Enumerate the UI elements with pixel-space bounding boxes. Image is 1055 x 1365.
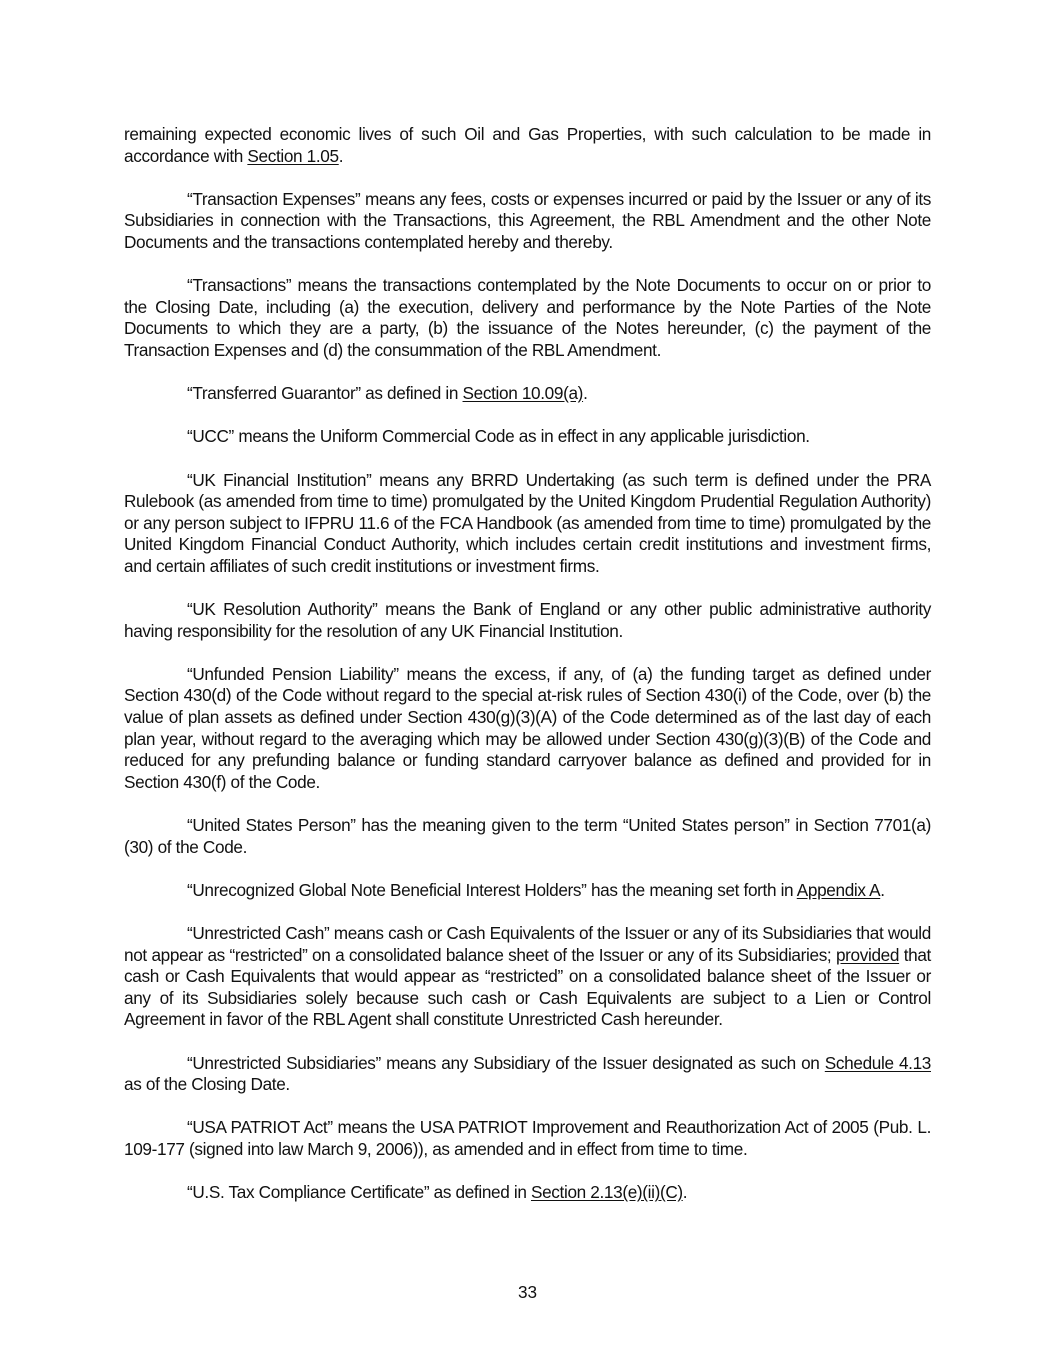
text-run: “Transferred Guarantor” as defined in xyxy=(187,383,463,404)
definition-usa-patriot-act xyxy=(124,1117,931,1160)
text-run: “United States Person” has the meaning given to the term “United States person” in Section 7701(a)(30) of the Code. xyxy=(124,815,931,857)
text-run: “Unfunded Pension Liability” means the excess, if any, of (a) the funding target as defined under Section 430(d) of the Code without regard to the special at-risk rules of Section 430(i) of the Code, over (b) the value of plan assets as defined under Section 430(g)(3)(A) of the Code determined as of the last day of each plan year, without regard to the averaging which may be allowed under Section 430(g)(3)(B) of the Code and reduced for any prefunding balance or funding standard carryover balance as defined and provided for in Section 430(f) of the Code. xyxy=(124,663,931,792)
definition-transferred-guarantor xyxy=(124,383,931,405)
definition-united-states-person xyxy=(124,815,931,858)
definition-transactions xyxy=(124,275,931,361)
text-run: “USA PATRIOT Act” means the USA PATRIOT Improvement and Reauthorization Act of 2005 (Pub. L. 109-177 (signed into law March 9, 2006)), as amended and in effect from time to time. xyxy=(124,1117,931,1159)
definition-transaction-expenses xyxy=(124,189,931,254)
text-run: “Unrestricted Subsidiaries” means any Subsidiary of the Issuer designated as such on xyxy=(187,1052,825,1073)
text-run: . xyxy=(880,879,885,900)
text-run: that cash or Cash Equivalents that would appear as “restricted” on a consolidated balance sheet of the Issuer or any of its Subsidiaries solely because such cash or Cash Equivalents are subject to a Lien or Control Agreement in favor of the RBL Agent shall constitute Unrestricted Cash hereunder. xyxy=(124,944,931,1030)
text-run: “Unrecognized Global Note Beneficial Interest Holders” has the meaning set forth in xyxy=(187,879,797,900)
definition-unrestricted-subsidiaries xyxy=(124,1053,931,1096)
text-run: “U.S. Tax Compliance Certificate” as defined in xyxy=(187,1182,531,1203)
definition-uk-financial-institution xyxy=(124,470,931,578)
definition-uk-resolution-authority xyxy=(124,599,931,642)
provided-emphasis: provided xyxy=(835,944,900,965)
text-run: “Transactions” means the transactions contemplated by the Note Documents to occur on or prior to the Closing Date, including (a) the execution, delivery and performance by the Note Parties of the Note Documents to which they are a party, (b) the issuance of the Notes hereunder, (c) the payment of the Transaction Expenses and (d) the consummation of the RBL Amendment. xyxy=(124,275,931,360)
definition-ucc xyxy=(124,426,931,448)
text-run: “UCC” means the Uniform Commercial Code as in effect in any applicable jurisdiction. xyxy=(187,426,810,447)
text-run: remaining expected economic lives of such Oil and Gas Properties, with such calculation to be made in accordance with xyxy=(124,124,931,166)
page-number: 33 xyxy=(517,1282,538,1302)
definition-unrecognized-holders xyxy=(124,880,931,902)
section-reference-link[interactable]: Section 1.05 xyxy=(247,145,339,166)
text-run: as of the Closing Date. xyxy=(124,1074,290,1095)
section-reference-link[interactable]: Section 2.13(e)(ii)(C) xyxy=(530,1182,683,1203)
definition-unfunded-pension-liability xyxy=(124,664,931,794)
paragraph-continuation xyxy=(124,124,931,167)
definition-unrestricted-cash xyxy=(124,923,931,1031)
text-run: “Unrestricted Cash” means cash or Cash Equivalents of the Issuer or any of its Subsidiaries that would not appear as “restricted” on a consolidated balance sheet of the Issuer or any of its Subsidiaries; xyxy=(124,922,931,965)
text-run: “Transaction Expenses” means any fees, costs or expenses incurred or paid by the Issuer or any of its Subsidiaries in connection with the Transactions, this Agreement, the RBL Amendment and the other Note Documents and the transactions contemplated hereby and thereby. xyxy=(124,188,931,252)
definition-us-tax-compliance-certificate xyxy=(124,1182,931,1204)
document-body xyxy=(124,124,931,1225)
text-run: “UK Financial Institution” means any BRRD Undertaking (as such term is defined under the PRA Rulebook (as amended from time to time) promulgated by the United Kingdom Prudential Regulation Authority) or any person subject to IFPRU 11.6 of the FCA Handbook (as amended from time to time) promulgated by the United Kingdom Financial Conduct Authority, which includes certain credit institutions and investment firms, and certain affiliates of such credit institutions or investment firms. xyxy=(124,469,931,576)
text-run: “UK Resolution Authority” means the Bank of England or any other public administrative authority having responsibility for the resolution of any UK Financial Institution. xyxy=(124,599,931,641)
schedule-reference-link[interactable]: Schedule 4.13 xyxy=(824,1052,931,1073)
section-reference-link[interactable]: Section 10.09(a) xyxy=(462,383,584,404)
appendix-reference-link[interactable]: Appendix A xyxy=(796,879,881,900)
text-run: . xyxy=(583,383,588,404)
text-run: . xyxy=(682,1182,688,1203)
text-run: . xyxy=(338,145,344,166)
